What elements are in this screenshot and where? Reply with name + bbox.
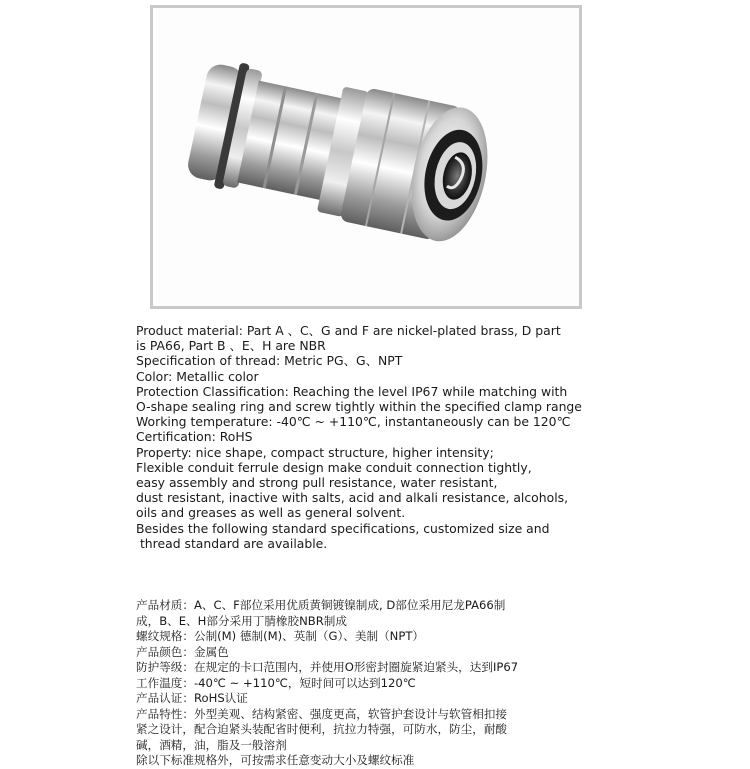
zh-spec-protection: 防护等级：在规定的卡口范围内，并使用O形密封圈旋紧迫紧头，达到IP67: [136, 660, 519, 674]
zh-spec-thread: 螺纹规格：公制(M) 德制(M)、英制（G）、美制（NPT）: [136, 629, 424, 643]
spec-temperature: Working temperature: -40℃ ~ +110℃, instantaneously can be 120℃: [136, 414, 571, 430]
zh-spec-material-cont: 成，B、E、H部分采用丁腈橡胶NBR制成: [136, 613, 347, 628]
spec-property-cont-2: easy assembly and strong pull resistance, water resistant,: [136, 475, 498, 491]
zh-spec-temperature: 工作温度：-40℃ ~ +110℃，短时间可以达到120℃: [136, 675, 416, 690]
chinese-specifications: [136, 598, 606, 769]
zh-spec-property: 产品特性：外型美观、结构紧密、强度更高，软管护套设计与软管相扣接: [136, 706, 508, 721]
spec-material-cont: is PA66, Part B 、E、H are NBR: [136, 338, 326, 354]
spec-property: Property: nice shape, compact structure, higher intensity;: [136, 444, 494, 460]
zh-spec-color: 产品颜色：金属色: [136, 644, 229, 659]
zh-spec-property-cont-2: 碱，酒精，油，脂及一般溶剂: [136, 737, 287, 752]
spec-certification: Certification: RoHS: [136, 429, 253, 445]
spec-protection-cont: O-shape sealing ring and screw tightly within the specified clamp range: [136, 399, 582, 415]
spec-material: Product material: Part A 、C、G and F are nickel-plated brass, D part: [136, 323, 561, 338]
english-specifications: [136, 323, 606, 551]
zh-spec-material: 产品材质：A、C、F部位采用优质黄铜镀镍制成, D部位采用尼龙PA66制: [136, 598, 506, 612]
zh-spec-property-cont-1: 紧之设计，配合迫紧头装配省时便利，抗拉力特强，可防水，防尘，耐酸: [136, 722, 508, 736]
spec-property-cont-1: Flexible conduit ferrule design make conduit connection tightly,: [136, 459, 532, 475]
spec-thread: Specification of thread: Metric PG、G、NPT: [136, 353, 403, 369]
spec-customization-cont: thread standard are available.: [136, 535, 328, 551]
hose-connector-icon: [153, 8, 579, 306]
zh-spec-customization: 除以下标准规格外，可按需求任意变动大小及螺纹标准: [136, 753, 415, 767]
spec-protection: Protection Classification: Reaching the level IP67 while matching with: [136, 383, 568, 399]
spec-property-cont-4: oils and greases as well as general solvent.: [136, 505, 406, 521]
product-photo-frame: [150, 5, 582, 309]
spec-property-cont-3: dust resistant, inactive with salts, acid and alkali resistance, alcohols,: [136, 490, 569, 506]
spec-color: Color: Metallic color: [136, 368, 259, 384]
zh-spec-certification: 产品认证：RoHS认证: [136, 691, 248, 705]
spec-customization: Besides the following standard specifications, customized size and: [136, 520, 550, 536]
